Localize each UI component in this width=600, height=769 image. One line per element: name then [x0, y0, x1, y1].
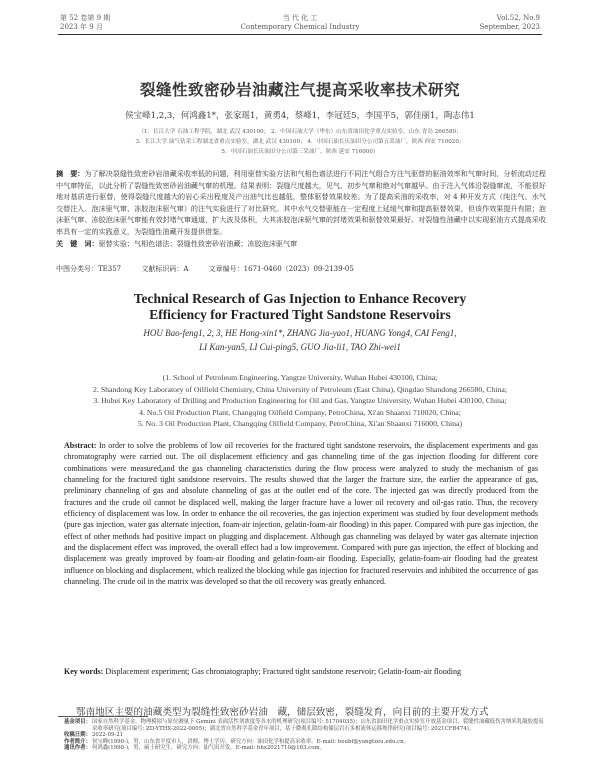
keywords-en-text: Displacement experiment; Gas chromatography; Fractured tight sandstone reservoir; Gelatin-foam-air flooding: [105, 667, 461, 676]
footnote-funding: [64, 719, 544, 732]
keywords-cn: [56, 238, 546, 250]
footnote-value: 侯宝峰(1990-)，男，山东省平度市人，讲师，博士学历，研究方向：油田化学和提高采收率。E-mail: houbf@yangtzeu.edu.cn。: [92, 738, 410, 745]
header-journal-cn: 当 代 化 工: [282, 14, 318, 22]
abstract-en: [64, 440, 538, 587]
affiliations-en: [40, 372, 560, 430]
footnote-value: 何鸿鑫(1998-)，男，硕士研究生，研究方向：油气田开发。E-mail: hhx2021710@163.com。: [92, 745, 326, 752]
journal-issue: [480, 14, 540, 32]
header-date-cn: 2023 年 9 月: [60, 23, 103, 31]
abstract-cn-label: 摘 要：: [56, 169, 85, 178]
authors-en-line: LI Kan-yan5, LI Cui-ping5, GUO Jia-li1, TAO Zhi-wei1: [199, 342, 401, 352]
affiliation-en-line: 2. Shandong Key Laboratory of Oilfield Chemistry, China University of Petroleum (East China), Qingdao Shandong 266580, China;: [93, 384, 507, 394]
abstract-cn-text: 为了解决裂缝性致密砂岩油藏采收率低的问题，利用驱替实验方法和气相色谱法进行不同注气组合方注气驱替的驱油效率和气窜时间，分析流动过程中气窜特征，以此分析了裂缝性致密砂岩油藏气窜的机理。结果表明：裂缝尺度越大，见气、初步气窜和绝对气窜越早。由于注入气体沿裂缝窜流，不能很好地对基质进行驱替，使得裂缝尺度越大的岩心采出程度及产出油气比也越低，整体驱替效果较差。为了提高采油的采收率，对 4 种开发方式（纯注气、水气交替注入、泡沫驱气窜、冻胶泡沫驱气窜）的注气实验进行了对比研究。其中水气交替驱能在一定程度上延缓气窜和提高驱替效果，但该作效果提升有限；泡沫驱气窜、冻胶泡沫驱气窜能有效封堵气窜通道，扩大波及体积，大其冻胶泡沫驱气窜的封堵效果和驱替效果最好。对裂缝性油藏中以实现驱油方式提高采收率具有一定的实践意义，为裂缝性油藏开发提供借鉴。: [56, 169, 546, 236]
authors-en-line: HOU Bao-feng1, 2, 3, HE Hong-xin1*, ZHANG Jia-yao1, HUANG Yong4, CAI Feng1,: [143, 328, 457, 338]
keywords-cn-label: 关 键 词：: [56, 238, 99, 248]
title-en-line: Technical Research of Gas Injection to Enhance Recovery: [133, 291, 467, 306]
article-number: 文章编号：1671-0460（2023）09-2139-05: [208, 265, 354, 273]
clc-number: 中图分类号：TE357: [56, 265, 122, 273]
keywords-en: [64, 666, 538, 677]
authors-cn: 侯宝峰1,2,3，何鸿鑫1*，张家瑶1，黄勇4，蔡峰1，李冠廷5，李国平5，郭佳丽1，陶志伟1: [125, 111, 475, 121]
abstract-en-label: Abstract:: [64, 441, 97, 450]
body-text-start: 鄂南地区主要的油藏类型为裂缝性致密砂岩油 藏，储层致密，裂缝发育，向目前的主要开发方式: [76, 707, 489, 718]
abstract-cn: [56, 168, 546, 249]
affiliation-en-line: 4. No.5 Oil Production Plant, Changqing Oilfield Company, PetroChina, Xi'an Shaanxi 710020, China;: [139, 407, 461, 417]
document-code: 文献标识码：A: [141, 265, 189, 273]
footnote-key: 收稿日期：: [64, 732, 91, 739]
title-en-line: Efficiency for Fractured Tight Sandstone Reservoirs: [149, 307, 451, 322]
footnotes: [64, 719, 544, 752]
authors-en: [40, 326, 560, 354]
footnote-rule: [58, 716, 148, 717]
footnote-received: [64, 732, 544, 739]
affiliations-cn: [60, 127, 540, 157]
footnote-corresponding: [64, 745, 544, 752]
header-volume-cn: 第 52 卷第 9 期: [60, 14, 111, 22]
affiliation-en-line: 3. Hubei Key Laboratory of Drilling and Production Engineering for Oil and Gas, Yangtze University, Wuhan Hubei 430100, China;: [93, 396, 507, 405]
header-volume-en: Vol.52, No.9: [496, 14, 540, 22]
footnote-value: 国家自然科学基金，物理模拟与原位测量下 Gemini 表面活性剂浓度等各水的机理研究(项目编号: 51704035)；山东省油田化学重点实验室开放基金项目，裂缝性油藏低伤害纳米乳凝胶提高采收率研究(项目编号: ZD-YTHX-2022-0005)；湖北省自然科学基金青年项目，基于微观孔隙结构储层岩石多相流体运移规律研究(项目编号: 2021CFB474)。: [92, 719, 544, 732]
abstract-en-text: In order to solve the problems of low oil recoveries for the fractured tight sandstone reservoirs, the displacement experiments and gas chromatography were carried out. The oil displacement efficiency and gas channeling time of the gas injection flooding for different core combinations were measured,and the gas channeling characteristics during the flow process were analyzed to study the mechanism of gas channeling for the fractured tight sandstone reservoirs. The results showed that the larger the fracture size, the earlier the appearance of gas, preliminary channeling of gas and absolute channeling of gas at the outlet end of the core. The injected gas was directly produced from the fractures and the crude oil cannot be displaced well, making the larger fracture have a lower oil recovery and oil-gas ratio. Thus, the recovery efficiency of displacement was low. In order to enhance the oil recoveries, the gas injection experiment was studied by four development methods (pure gas injection, water gas alternate injection, foam-air injection, gelatin-foam-air flooding) in this paper. Compared with pure gas injection, the effect of other methods had positive impact on plugging and displacement. Although gas channeling was delayed by water gas alternate injection and the displacement effect was improved, the overall effect had a low improvement. Compared with pure gas injection, the effect of blocking and displacement was greatly improved by foam-air flooding and gelatin-foam-air flooding. Especially, gelatin-foam-air flooding had the greatest influence on blocking and displacement, which realized the blocking while gas injection for fractured reservoirs and inhibited the occurrence of gas channeling. The crude oil in the matrix was developed so that the oil recovery was greatly enhanced.: [64, 441, 539, 587]
footnote-key: 基金项目：: [64, 719, 91, 725]
paper-title-en: [0, 291, 600, 323]
running-header: [60, 14, 540, 34]
keywords-en-label: Key words:: [64, 667, 104, 676]
header-journal-en: Contemporary Chemical Industry: [240, 23, 360, 31]
journal-name: [60, 14, 540, 32]
footnote-key: 作者简介：: [64, 738, 91, 745]
affiliation-en-line: 5. No. 3 Oil Production Plant, Changqing Oilfield Company, PetroChina, Xi'an Shaanxi 716000, China): [137, 419, 463, 428]
footnote-value: 2022-09-21: [92, 732, 124, 739]
affiliation-en-line: (1. School of Petroleum Engineering, Yangtze University, Wuhan Hubei 430100, China;: [162, 373, 438, 382]
header-rule: [58, 34, 542, 35]
affiliation-cn-line: 3．长江大学 油气钻采工程湖北省重点实验室，湖北 武汉 430100； 4．中国石油长庆油田分公司第五采油厂，陕西 西安 710020；: [135, 139, 465, 145]
footnote-key: 通讯作者：: [64, 745, 91, 752]
keywords-cn-text: 驱替实验；气相色谱法；裂缝性致密砂岩油藏；冻胶泡沫驱气窜: [98, 238, 298, 248]
header-date-en: September, 2023: [479, 23, 540, 31]
affiliation-cn-line: （1．长江大学 石油工程学院，湖北 武汉 430100； 2．中国石油大学（华东）山东省油田化学重点实验室，山东 青岛 266580；: [138, 129, 462, 135]
paper-title-cn: 裂缝性致密砂岩油藏注气提高采收率技术研究: [139, 81, 460, 99]
affiliation-cn-line: 5．中国石油长庆油田分公司第三采油厂，陕西 延安 716000）: [221, 149, 379, 155]
classification-line: [56, 264, 556, 274]
